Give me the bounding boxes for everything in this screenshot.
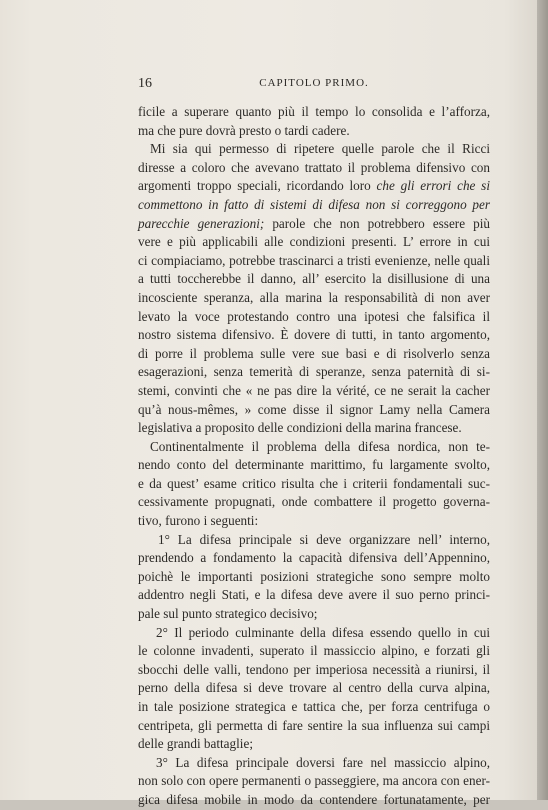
text-line: incosciente speranza, alla marina la responsabilità di non aver xyxy=(138,289,490,305)
text-line: nendo conto del determinante marittimo, fu largamente svolto, xyxy=(138,457,490,473)
page-header xyxy=(138,76,490,94)
text-line: in tale posizione strategica e tattica che, per forza centrifuga o xyxy=(138,699,490,714)
text-line: tivo, furono i seguenti: xyxy=(138,513,259,529)
text-line: 2° Il periodo culminante della difesa essendo quello in cui xyxy=(156,624,490,640)
text-line: sbocchi delle valli, tendono per imperiosa necessità a riunirsi, il xyxy=(138,661,490,677)
text-line: esagerazioni, senza temerità di speranze, senza paternità di si- xyxy=(138,364,490,380)
text-line: centripeta, gli permetta di fare sentire la sua influenza sui campi xyxy=(138,717,490,733)
text-line: perno della difesa si deve trovare al centro della curva alpina, xyxy=(138,680,490,696)
text-line: 3° La difesa principale doversi fare nel massiccio alpino, xyxy=(156,754,490,770)
text-line: parecchie generazioni; parole che non potrebbero essere più xyxy=(138,215,490,231)
text-line: Continentalmente il problema della difesa nordica, non te- xyxy=(150,438,490,454)
text-line: levato la voce protestando contro una ipotesi che falsifica il xyxy=(138,308,490,324)
text-line: addentro negli Stati, e la difesa deve avere il suo perno princi- xyxy=(138,587,490,603)
text-line: ci compiaciamo, potrebbe trascinarci a tristi evenienze, nelle quali xyxy=(138,252,490,268)
text-line: le colonne invadenti, superato il massiccio alpino, e forzati gli xyxy=(138,643,490,659)
text-line: e da quest’ esame critico risulta che i criterii fondamentali suc- xyxy=(138,475,490,491)
text-line: prendendo a fondamento la capacità difensiva dell’Appennino, xyxy=(138,550,490,566)
running-head: CAPITOLO PRIMO. xyxy=(259,77,369,89)
text-line: poichè le importanti posizioni strategiche sono sempre molto xyxy=(138,568,490,584)
text-line: ficile a superare quanto più il tempo lo consolida e l’afforza, xyxy=(138,104,490,119)
text-line: Mi sia qui permesso di ripetere quelle parole che il Ricci xyxy=(150,141,490,157)
text-line: non solo con opere permanenti o passeggiere, ma ancora con ener- xyxy=(138,773,490,789)
text-line: a tutti toccherebbe il danno, all’ esercito la disillusione di una xyxy=(138,271,490,287)
text-line: legislativa a proposito delle condizioni della marina francese. xyxy=(138,420,462,436)
text-line: delle grandi battaglie; xyxy=(138,736,253,752)
text-line: vere e più applicabili alle condizioni presenti. L’ errore in cui xyxy=(138,234,490,250)
text-line: pale sul punto strategico decisivo; xyxy=(138,606,318,622)
page-edge xyxy=(537,0,548,800)
text-line: nostro sistema difensivo. È dovere di tutti, in tanto argomento, xyxy=(138,327,490,343)
text-line: ma che pure dovrà presto o tardi cadere. xyxy=(138,122,350,138)
text-line: qu’à nous-mêmes, » come disse il signor Lamy nella Camera xyxy=(138,401,490,417)
text-line: di porre il problema sulle vere sue basi e di risolverlo senza xyxy=(138,345,490,361)
body-text xyxy=(138,103,490,810)
text-line: gica difesa mobile in modo da contendere fortunatamente, per xyxy=(138,791,490,807)
text-line: argomenti troppo speciali, ricordando loro che gli errori che si xyxy=(138,178,490,194)
page-number: 16 xyxy=(138,76,152,91)
text-line: 1° La difesa principale si deve organizzare nell’ interno, xyxy=(158,531,490,547)
text-line: commettono in fatto di sistemi di difesa non si correggono per xyxy=(138,196,490,212)
text-line: cessivamente propugnati, onde combattere il progetto governa- xyxy=(138,494,490,510)
text-line: stemi, convinti che « ne pas dire la vérité, ce ne serait la cacher xyxy=(138,382,490,398)
text-line: diresse a coloro che avevano trattato il problema difensivo con xyxy=(138,159,490,175)
